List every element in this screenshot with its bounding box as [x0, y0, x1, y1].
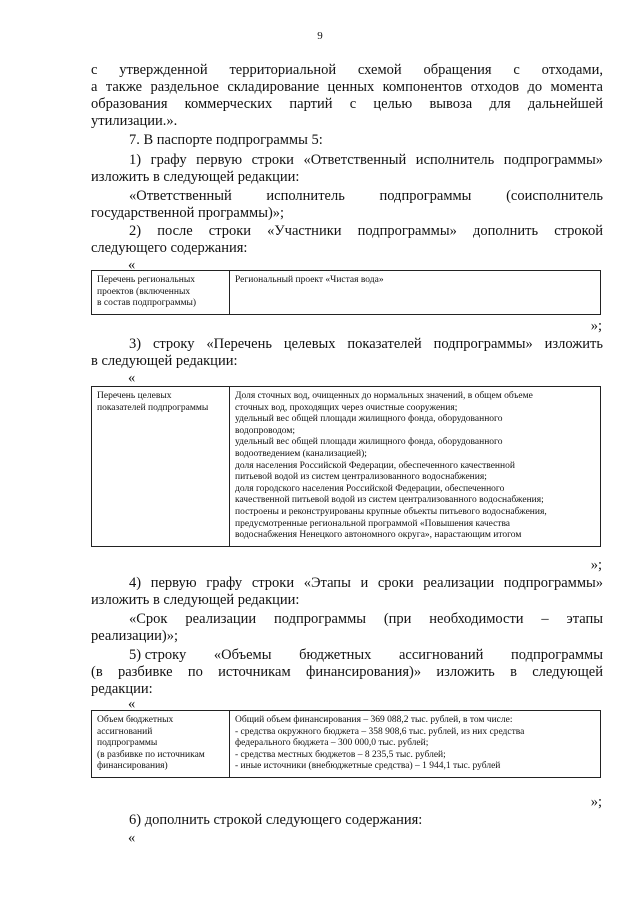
word: подпрограммы [379, 188, 472, 204]
item7-5-line3: редакции: [91, 681, 153, 697]
table3-label-line: ассигнований [97, 726, 153, 737]
quote1-line2: государственной программы)»; [91, 205, 285, 221]
item7-4-line1: 4) первую графу строки «Этапы и сроки реализации подпрограммы» [129, 575, 603, 591]
table3-value-line: - средства окружного бюджета – 358 908,6 тыс. рублей, из них средства [235, 726, 525, 737]
item7-3-line2: в следующей редакции: [91, 353, 238, 369]
table2-value-line: предусмотренные региональной программой «Повышения качества [235, 518, 511, 529]
word: «Ответственный [129, 188, 232, 204]
table2-value-line: доля городского населения Российской Федерации, обеспеченного [235, 483, 505, 494]
table3-value-line: Общий объем финансирования – 369 088,2 тыс. рублей, в том числе: [235, 715, 513, 725]
para1-line1 [91, 62, 603, 79]
word: «Объемы [213, 647, 272, 663]
item7-4-line2: изложить в следующей редакции: [91, 592, 300, 608]
table3-label-line: подпрограммы [97, 738, 158, 749]
quote2-line1 [129, 611, 603, 628]
table1-label-line: проектов (включенных [97, 286, 191, 297]
word: «Срок [129, 611, 168, 627]
word: схемой [357, 62, 402, 78]
table3-value-line: федерального бюджета – 300 000,0 тыс. рублей; [235, 738, 429, 749]
word: реализации [185, 611, 257, 627]
word: с [91, 62, 98, 78]
item7-6-line: 6) дополнить строкой следующего содержания: [129, 812, 423, 828]
table3-value-line: - средства местных бюджетов – 8 235,5 тыс. рублей; [235, 749, 446, 760]
table-budget-allocations [91, 710, 601, 778]
table2-value-line: удельный вес общей площади жилищного фонда, оборудованного [235, 437, 503, 448]
para1-line2: а также раздельное складирование ценных компонентов отходов до момента [91, 79, 603, 95]
item7-3-line1: 3) строку «Перечень целевых показателей подпрограммы» изложить [129, 336, 603, 352]
table2-value-line: водоснабжения Ненецкого автономного округа», нарастающим итогом [235, 530, 522, 541]
table1-label-line: Перечень региональных [97, 275, 195, 285]
word: с [513, 62, 520, 78]
word: – [541, 611, 549, 627]
item7-2-line2: следующего содержания: [91, 240, 248, 256]
table3-label-line: (в разбивке по источникам [97, 749, 205, 760]
item7-5-line1 [129, 647, 603, 664]
word: необходимости [429, 611, 524, 627]
item7-1-line1: 1) графу первую строки «Ответственный исполнитель подпрограммы» [129, 152, 603, 168]
word: бюджетных [299, 647, 372, 663]
word: (при [383, 611, 412, 627]
word: подпрограммы [511, 647, 603, 663]
close-quote-1: »; [590, 318, 602, 334]
table1-label-cell [92, 271, 230, 315]
table3-value-line: - иные источники (внебюджетные средства) – 1 944,1 тыс. рублей [235, 761, 501, 772]
word: этапы [566, 611, 603, 627]
item7-5-line2: (в разбивке по источникам финансирования)» изложить в следующей [91, 664, 603, 680]
table2-value-line: Доля сточных вод, очищенных до нормальных значений, в общем объеме [235, 391, 533, 401]
open-quote-1: « [128, 257, 136, 273]
table1-value-cell: Региональный проект «Чистая вода» [230, 271, 601, 315]
word: утвержденной [119, 62, 208, 78]
word: 5) строку [129, 647, 187, 663]
table2-value-line: удельный вес общей площади жилищного фонда, оборудованного [235, 414, 503, 425]
table2-label-line: показателей подпрограммы [97, 402, 209, 413]
table2-value-line: водопроводом; [235, 425, 296, 436]
table3-label-line: Объем бюджетных [97, 715, 174, 725]
close-quote-3: »; [590, 794, 602, 810]
item7-heading: 7. В паспорте подпрограммы 5: [129, 132, 323, 148]
table-target-indicators [91, 386, 601, 547]
table2-label-line: Перечень целевых [97, 391, 172, 401]
table2-label-cell [92, 387, 230, 547]
table-regional-projects [91, 270, 601, 315]
word: ассигнований [398, 647, 484, 663]
open-quote-4: « [128, 830, 136, 846]
para1-line3: образования коммерческих партий с целью вывоза для дальнейшей [91, 96, 603, 112]
quote2-line2: реализации)»; [91, 628, 178, 644]
table2-value-line: водоотведением (канализацией); [235, 448, 367, 459]
item7-2-line1: 2) после строки «Участники подпрограммы» дополнить строкой [129, 223, 603, 239]
word: исполнитель [266, 188, 345, 204]
table2-value-line: построены и реконструированы крупные объекты питьевого водоснабжения, [235, 506, 547, 517]
table3-label-line: финансирования) [97, 761, 168, 772]
quote1-line1 [129, 188, 603, 205]
para1-line4: утилизации.». [91, 113, 178, 129]
table2-value-line: качественной питьевой водой из систем централизованного водоснабжения; [235, 495, 544, 506]
open-quote-2: « [128, 370, 136, 386]
table2-value-line: питьевой водой из систем централизованного водоснабжения; [235, 472, 487, 483]
word: отходами, [541, 62, 603, 78]
page-number: 9 [317, 30, 323, 42]
word: территориальной [229, 62, 337, 78]
word: (соисполнитель [506, 188, 603, 204]
word: обращения [423, 62, 492, 78]
close-quote-2: »; [590, 557, 602, 573]
table3-label-cell [92, 711, 230, 778]
table3-value-cell [230, 711, 601, 778]
item7-1-line2: изложить в следующей редакции: [91, 169, 300, 185]
table2-value-line: сточных вод, проходящих через очистные сооружения; [235, 402, 458, 413]
table1-label-line: в состав подпрограммы) [97, 298, 197, 309]
open-quote-3: « [128, 696, 136, 712]
table2-value-line: доля населения Российской Федерации, обеспеченного качественной [235, 460, 515, 471]
table2-value-cell [230, 387, 601, 547]
word: подпрограммы [274, 611, 366, 627]
